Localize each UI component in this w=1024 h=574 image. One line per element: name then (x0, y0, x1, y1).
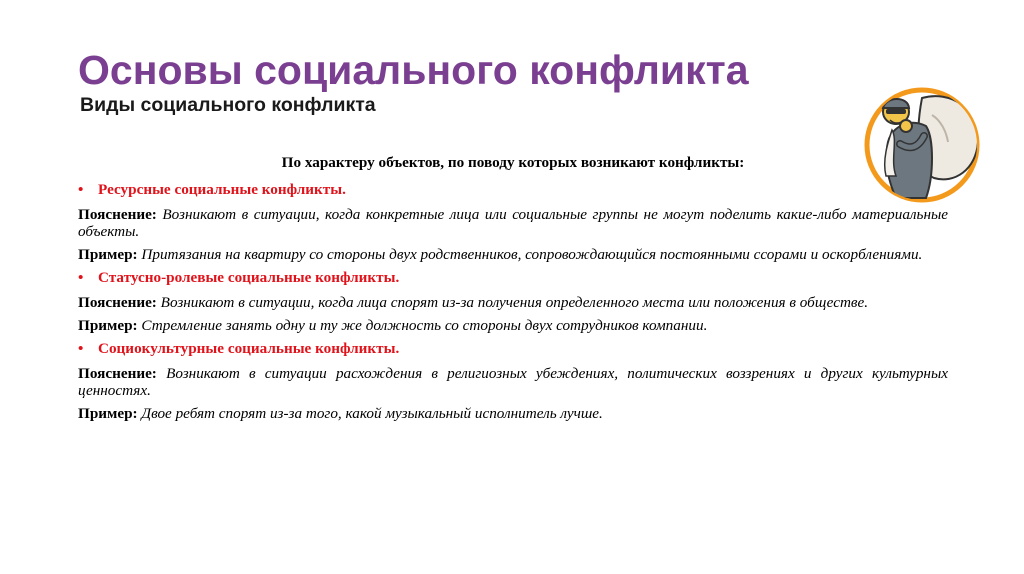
bullet-marker: • (78, 181, 84, 198)
explanation-label: Пояснение: (78, 294, 157, 311)
section-sociocultural (78, 340, 948, 422)
example-paragraph (78, 405, 948, 422)
example-text: Притязания на квартиру со стороны двух родственников, сопровождающийся постоянными ссорами и оскорблениями. (141, 246, 923, 263)
example-label: Пример: (78, 246, 138, 263)
slide-title: Основы социального конфликта (78, 47, 749, 93)
section-heading (78, 181, 948, 198)
explanation-label: Пояснение: (78, 365, 157, 382)
section-status-role (78, 269, 948, 334)
section-heading-text: Статусно-ролевые социальные конфликты. (98, 269, 400, 286)
explanation-paragraph (78, 206, 948, 240)
section-heading (78, 340, 948, 357)
slide-subtitle: Виды социального конфликта (80, 94, 376, 116)
explanation-paragraph (78, 365, 948, 399)
slide-content (78, 154, 948, 428)
bullet-marker: • (78, 269, 84, 286)
section-heading-text: Ресурсные социальные конфликты. (98, 181, 346, 198)
example-label: Пример: (78, 405, 138, 422)
explanation-text: Возникают в ситуации расхождения в религиозных убеждениях, политических воззрениях и других культурных ценностях. (78, 365, 948, 399)
section-heading (78, 269, 948, 286)
example-text: Стремление занять одну и ту же должность со стороны двух сотрудников компании. (141, 317, 708, 334)
example-paragraph (78, 246, 948, 263)
example-label: Пример: (78, 317, 138, 334)
intro-text: По характеру объектов, по поводу которых возникают конфликты: (281, 154, 745, 171)
explanation-paragraph (78, 294, 948, 311)
example-text: Двое ребят спорят из-за того, какой музыкальный исполнитель лучше. (141, 405, 603, 422)
explanation-label: Пояснение: (78, 206, 157, 223)
explanation-text: Возникают в ситуации, когда конкретные лица или социальные группы не могут поделить какие-либо материальные объекты. (78, 206, 949, 240)
section-heading-text: Социокультурные социальные конфликты. (98, 340, 400, 357)
explanation-text: Возникают в ситуации, когда лица спорят из-за получения определенного места или положения в обществе. (160, 294, 869, 311)
bullet-marker: • (78, 340, 84, 357)
section-resource (78, 181, 948, 263)
example-paragraph (78, 317, 948, 334)
